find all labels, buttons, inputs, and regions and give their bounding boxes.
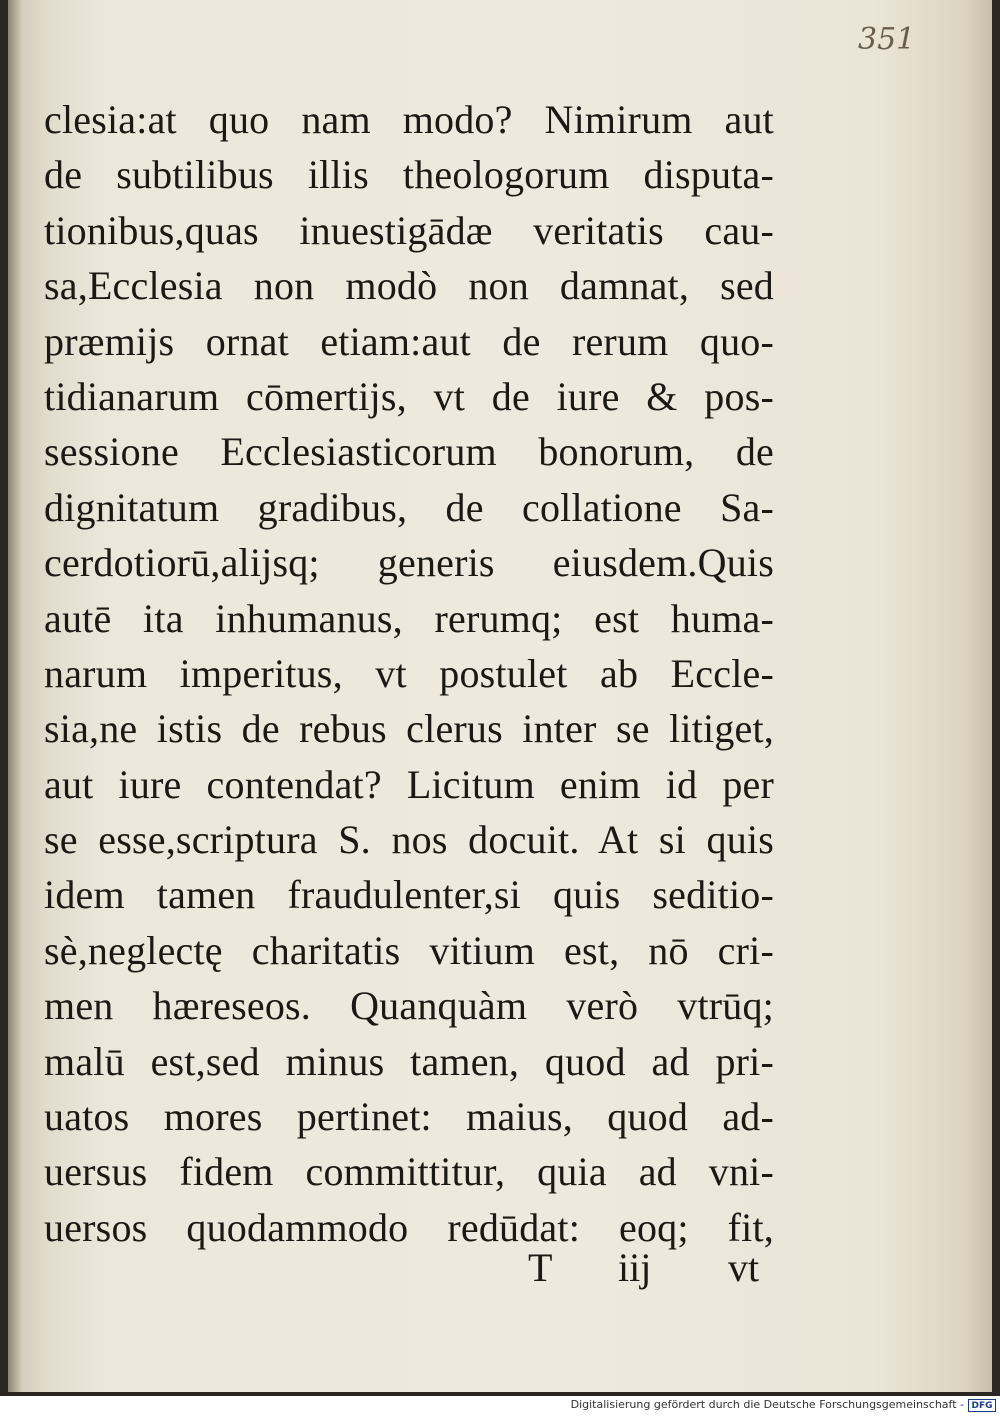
page-gutter-shadow: [8, 0, 22, 1392]
folio-number: 351: [858, 22, 916, 57]
text-line: tidianarum cōmertijs, vt de iure & pos-: [44, 373, 774, 419]
catchword: vt: [728, 1245, 760, 1290]
dfg-logo: DFG: [968, 1399, 996, 1412]
text-line: malū est,sed minus tamen, quod ad pri-: [44, 1038, 774, 1084]
text-line: uatos mores pertinet: maius, quod ad-: [44, 1094, 774, 1140]
text-line: autē ita inhumanus, rerumq; est huma-: [44, 595, 774, 641]
text-line: præmijs ornat etiam:aut de rerum quo-: [44, 318, 774, 364]
text-line: uersus fidem committitur, quia ad vni-: [44, 1149, 774, 1195]
text-line: sa,Ecclesia non modò non damnat, sed: [44, 263, 774, 309]
body-text: [44, 92, 774, 1255]
book-page: [8, 0, 992, 1392]
text-line: aut iure contendat? Licitum enim id per: [44, 761, 774, 807]
text-line: idem tamen fraudulenter,si quis seditio-: [44, 872, 774, 918]
funding-credit: Digitalisierung gefördert durch die Deutsche Forschungsgemeinschaft -: [570, 1398, 964, 1411]
signature-mark: T: [528, 1245, 553, 1290]
quire-number: iij: [618, 1245, 652, 1290]
text-line: se esse,scriptura S. nos docuit. At si quis: [44, 817, 774, 863]
text-line: dignitatum gradibus, de collatione Sa-: [44, 484, 774, 530]
text-line: narum imperitus, vt postulet ab Eccle-: [44, 650, 774, 696]
text-line: cerdotiorū,alijsq; generis eiusdem.Quis: [44, 540, 774, 586]
text-line: uersos quodammodo redūdat: eoq; fit,: [44, 1204, 774, 1250]
text-line: tionibus,quas inuestigādæ veritatis cau-: [44, 207, 774, 253]
text-line: de subtilibus illis theologorum disputa-: [44, 152, 774, 198]
text-line: men hæreseos. Quanquàm verò vtrūq;: [44, 983, 774, 1029]
text-line: sia,ne istis de rebus clerus inter se litiget,: [44, 706, 774, 752]
text-line: sè,neglectę charitatis vitium est, nō cri-: [44, 927, 774, 973]
footer-bar: [0, 1396, 1000, 1416]
signature-line: [528, 1240, 778, 1296]
text-line: clesia:at quo nam modo? Nimirum aut: [44, 97, 774, 142]
text-line: sessione Ecclesiasticorum bonorum, de: [44, 429, 774, 475]
